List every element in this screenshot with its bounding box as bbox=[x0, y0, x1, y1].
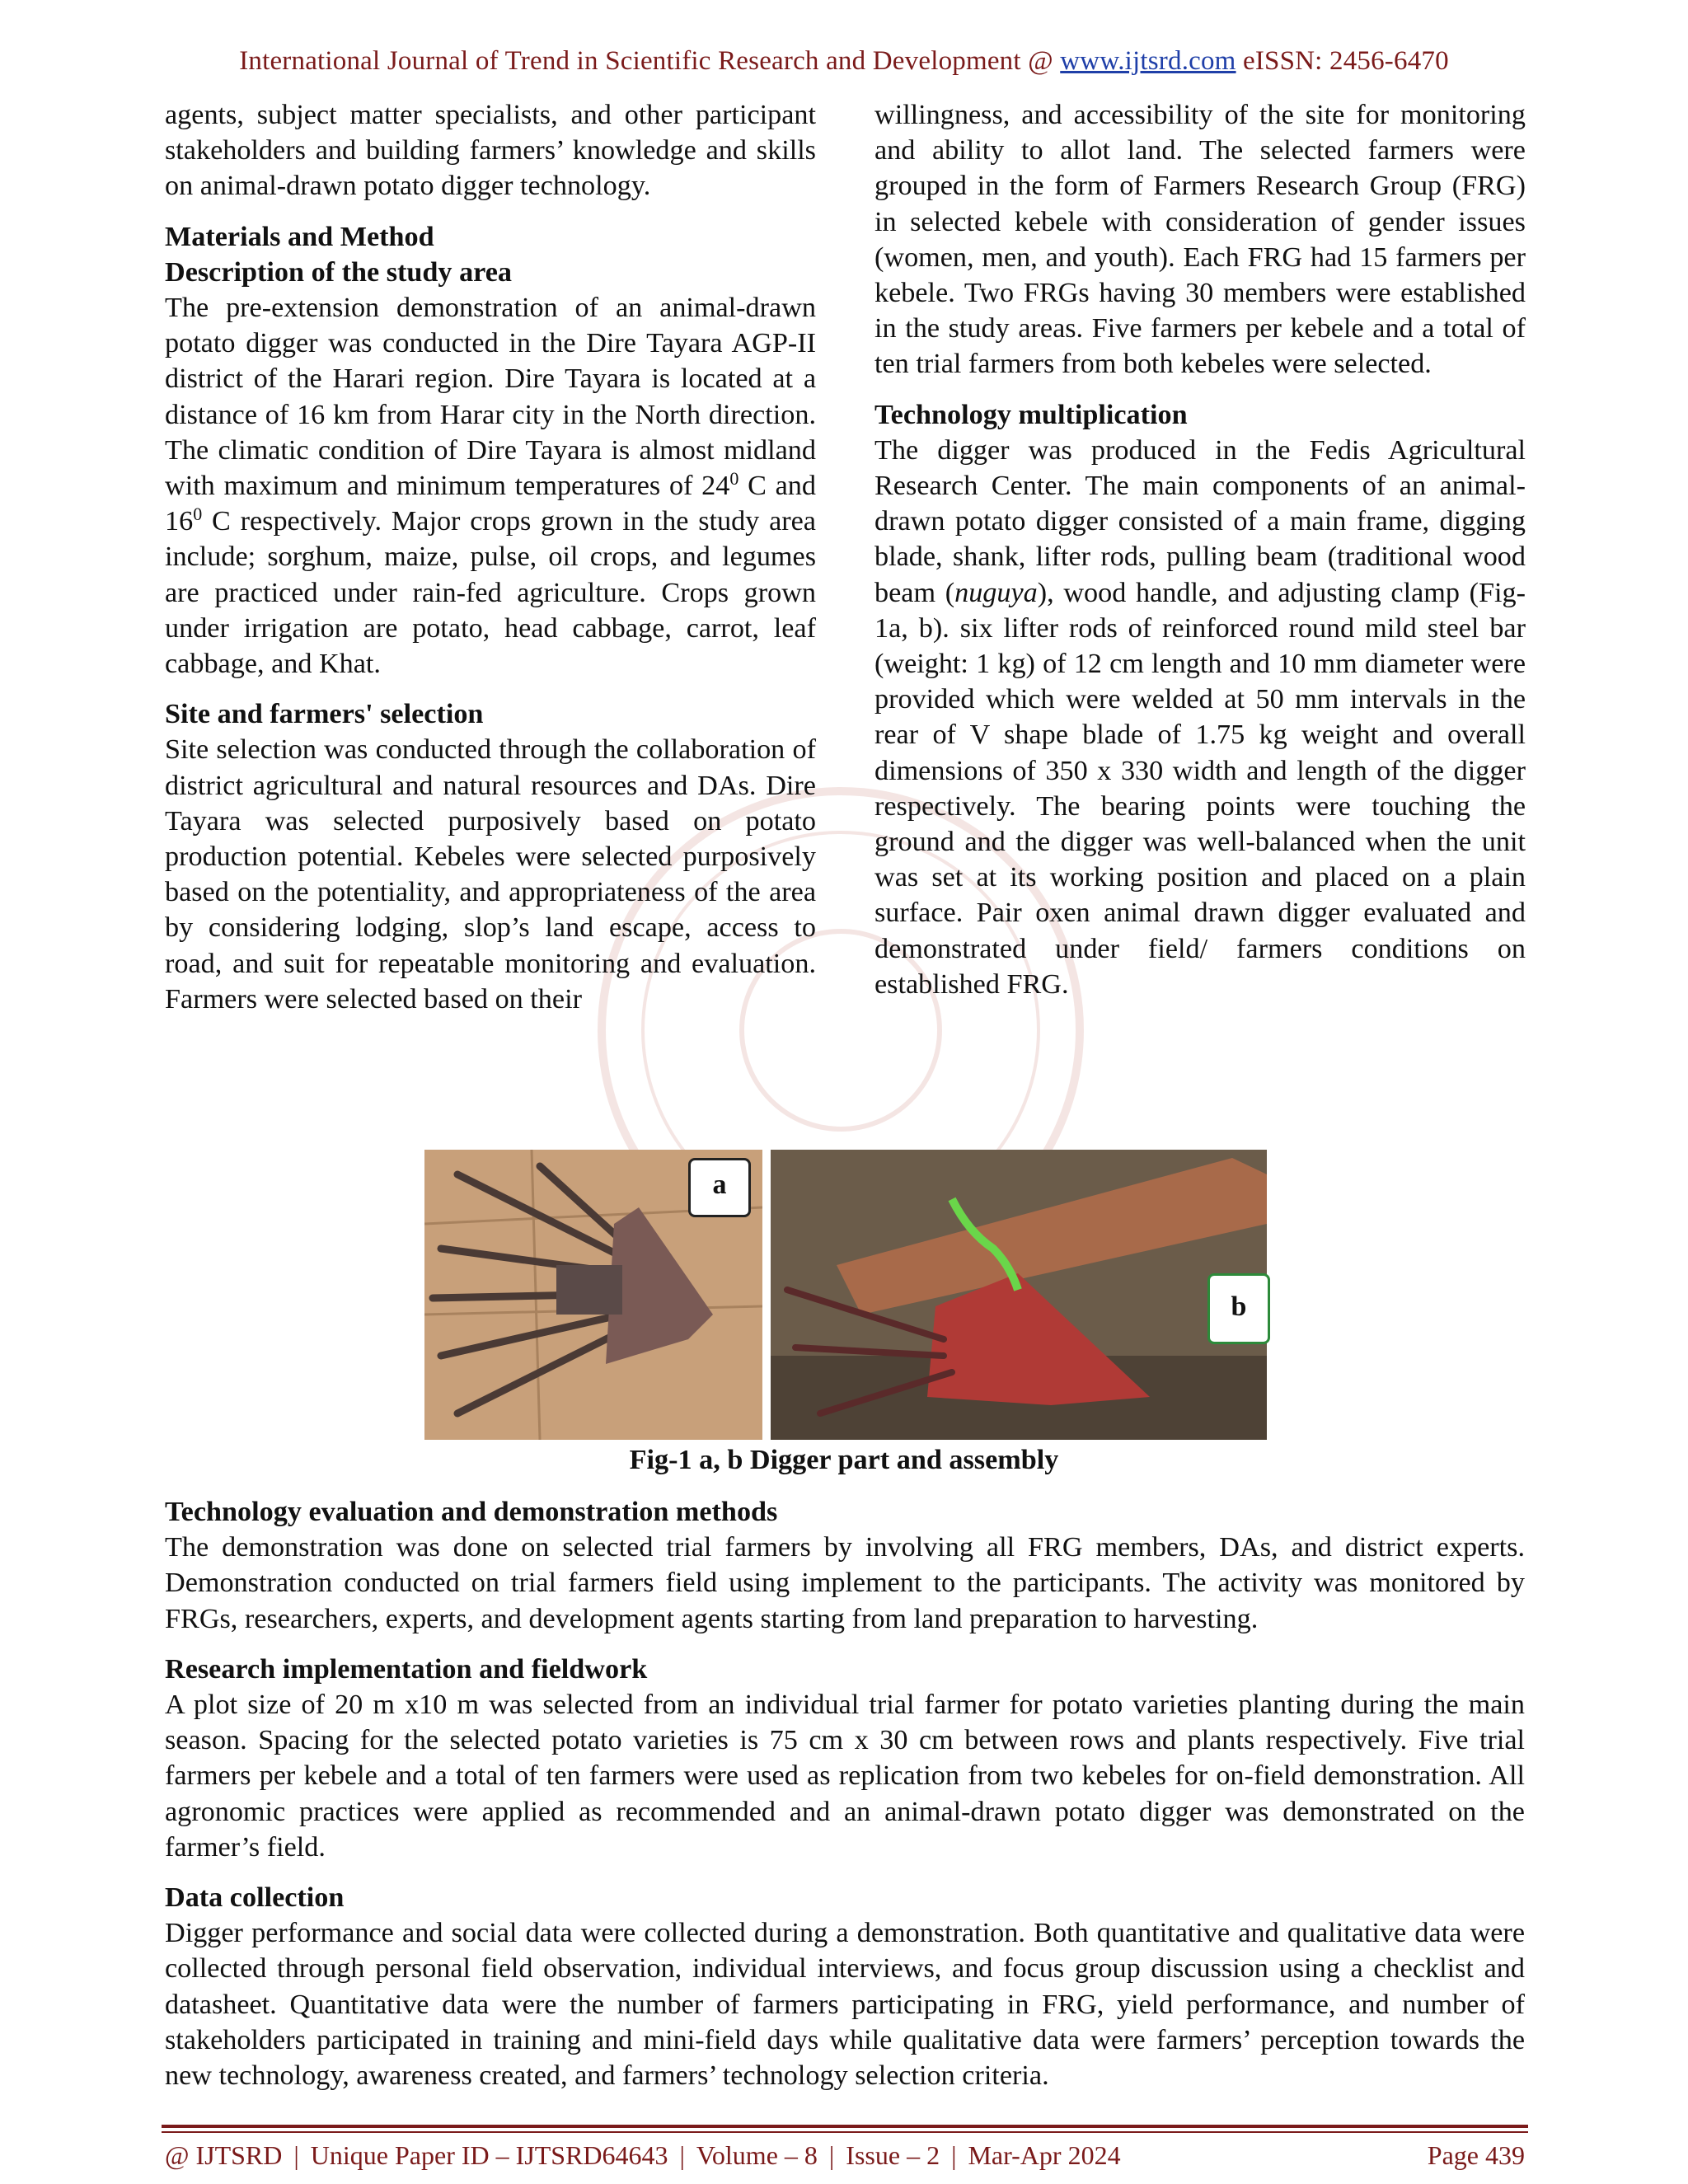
heading-materials-method: Materials and Method bbox=[165, 221, 434, 252]
journal-url-link[interactable]: www.ijtsrd.com bbox=[1060, 46, 1236, 76]
heading-evaluation-methods: Technology evaluation and demonstration methods bbox=[165, 1497, 778, 1527]
figure-label-b: b bbox=[1207, 1273, 1270, 1344]
research-paragraph: A plot size of 20 m x10 m was selected from an individual trial farmer for potato varieties planting during the main season. Spacing for the selected potato varieties is 75 cm x 30 cm between rows and plants respectively. Five trial farmers per kebele and a total of ten farmers were used as replication from two kebeles for on-field demonstration. All agronomic practices were applied as recommended and an animal-drawn potato digger was demonstrated on the farmer’s field. bbox=[165, 1690, 1525, 1863]
study-area-paragraph: The pre-extension demonstration of an animal-drawn potato digger was conducted in the Dire Tayara AGP-II district of the Harari region. Dire Tayara is located at a distance of 16 km from Harar city in the North direction. The climatic condition of Dire Tayara is almost midland with maximum and minimum temperatures of $24^0$ C and $16^0$ C respectively. Major crops grown in the study area include; sorghum, maize, pulse, oil crops, and legumes are practiced under rain-fed agriculture. Crops grown under irrigation are potato, head cabbage, carrot, leaf cabbage, and Khat. bbox=[165, 293, 816, 680]
heading-data-collection: Data collection bbox=[165, 1882, 345, 1914]
footer-journal: @ IJTSRD bbox=[165, 2140, 283, 2170]
intro-paragraph: agents, subject matter specialists, and other participant stakeholders and building farmers’ knowledge and skills on animal-drawn potato digger technology. bbox=[165, 100, 816, 202]
heading-technology-multiplication: Technology multiplication bbox=[874, 399, 1188, 430]
digger-assembly-photo bbox=[771, 1150, 1267, 1440]
running-header bbox=[0, 46, 1688, 77]
footer-left: @ IJTSRD | Unique Paper ID – IJTSRD64643 | Volume – 8 | Issue – 2 | Mar-Apr 2024 bbox=[165, 2140, 1121, 2170]
right-column bbox=[874, 97, 1526, 1002]
footer-paper-id: Unique Paper ID – IJTSRD64643 bbox=[310, 2140, 668, 2170]
figure-label-a: a bbox=[688, 1158, 751, 1217]
site-selection-paragraph: Site selection was conducted through the collaboration of district agricultural and natural resources and DAs. Dire Tayara was selected purposively based on potato production potential. Kebeles were selected purposively based on the potentiality, and appropriateness of the area by considering lodging, slop’s land escape, access to road, and suit for repeatable monitoring and evaluation. Farmers were selected based on their bbox=[165, 734, 816, 1015]
issn: eISSN: 2456-6470 bbox=[1236, 46, 1449, 76]
footer-rule-thick bbox=[162, 2125, 1528, 2128]
footer-rule-thin bbox=[162, 2131, 1528, 2133]
evaluation-section bbox=[165, 1494, 1525, 2093]
heading-site-selection: Site and farmers' selection bbox=[165, 699, 484, 730]
heading-research-implementation: Research implementation and fieldwork bbox=[165, 1653, 648, 1685]
evaluation-paragraph: The demonstration was done on selected trial farmers by involving all FRG members, DAs, and district experts. Demonstration conducted on trial farmers field using implement to the participants. The activity was monitored by FRGs, researchers, experts, and development agents starting from land preparation to harvesting. bbox=[165, 1532, 1525, 1634]
farmer-selection-paragraph: willingness, and accessibility of the site for monitoring and ability to allot land. The selected farmers were grouped in the form of Farmers Research Group (FRG) in selected kebele with consideration of gender issues (women, men, and youth). Each FRG had 15 farmers per kebele. Two FRGs having 30 members were established in the study areas. Five farmers per kebele and a total of ten trial farmers from both kebeles were selected. bbox=[874, 100, 1526, 380]
data-collection-paragraph: Digger performance and social data were collected during a demonstration. Both quantitative and qualitative data were collected through personal field observation, individual interviews, and focus group discussion using a checklist and datasheet. Quantitative data were the number of farmers participating in FRG, yield performance, and number of stakeholders participated in training and mini-field days while qualitative data were farmers’ perception towards the new technology, awareness created, and farmers’ technology selection criteria. bbox=[165, 1918, 1525, 2092]
page-number: Page 439 bbox=[1427, 2140, 1525, 2170]
left-column bbox=[165, 97, 816, 1017]
heading-study-area: Description of the study area bbox=[165, 256, 512, 288]
footer-volume: Volume – 8 bbox=[696, 2140, 818, 2170]
footer-date: Mar-Apr 2024 bbox=[968, 2140, 1121, 2170]
figure-caption: Fig-1 a, b Digger part and assembly bbox=[629, 1445, 1059, 1475]
journal-title: International Journal of Trend in Scientific Research and Development @ bbox=[239, 46, 1061, 76]
figure-1 bbox=[424, 1150, 1267, 1440]
running-footer bbox=[165, 2140, 1525, 2171]
multiplication-paragraph: The digger was produced in the Fedis Agricultural Research Center. The main components of an animal-drawn potato digger consisted of a main frame, digging blade, shank, lifter rods, pulling beam (traditional wood beam (nuguya), wood handle, and adjusting clamp (Fig-1a, b). six lifter rods of reinforced round mild steel bar (weight: 1 kg) of 12 cm length and 10 mm diameter were provided which were welded at 50 mm intervals in the rear of V shape blade of 1.75 kg weight and overall dimensions of 350 x 330 width and length of the digger respectively. The bearing points were touching the ground and the digger was well-balanced when the unit was set at its working position and placed on a plain surface. Pair oxen animal drawn digger evaluated and demonstrated under field/ farmers conditions on established FRG. bbox=[874, 434, 1526, 1000]
footer-issue: Issue – 2 bbox=[846, 2140, 940, 2170]
